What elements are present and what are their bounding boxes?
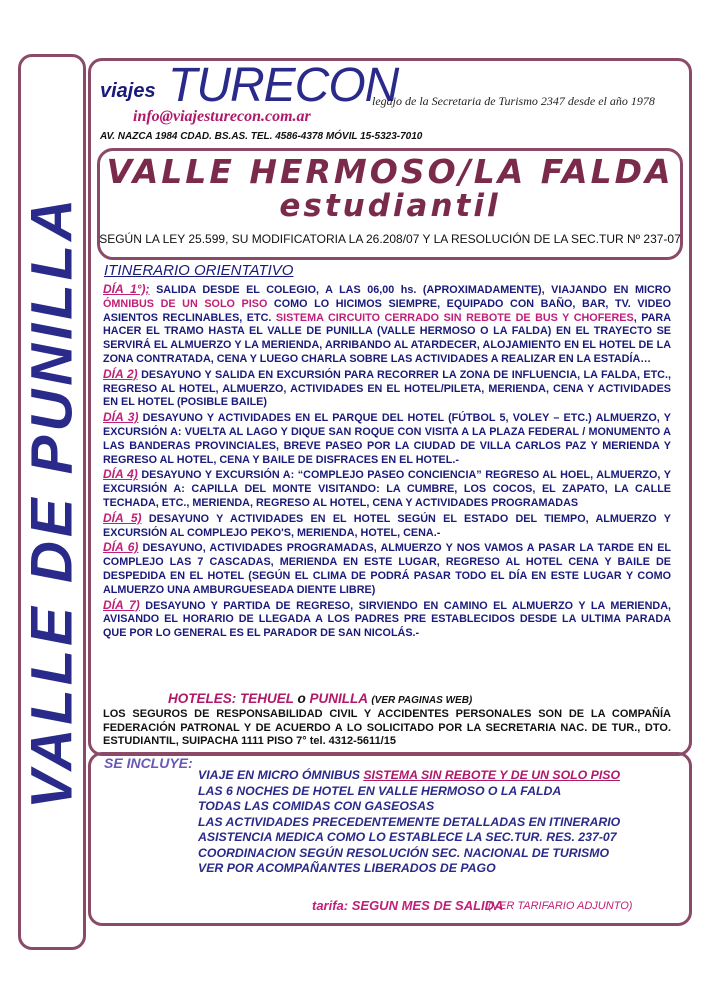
itinerary-day (103, 468, 671, 510)
day-text: SALIDA DESDE EL COLEGIO, A LAS 06,00 hs. (APROXIMADAMENTE), VIAJANDO EN MICRO (149, 284, 671, 296)
page-title: VALLE HERMOSO/LA FALDA (106, 152, 674, 191)
itinerary-day (103, 599, 671, 641)
itinerary-day (103, 512, 671, 541)
day-text-highlight: ÓMNIBUS DE UN SOLO PISO (103, 297, 268, 310)
hotels-line (168, 691, 472, 706)
sidebar-title: VALLE DE PUNILLA (19, 195, 85, 809)
hotels-connector: o (297, 691, 306, 706)
list-item (198, 768, 678, 784)
hotels-second: PUNILLA (309, 691, 368, 706)
list-item: VER POR ACOMPAÑANTES LIBERADOS DE PAGO (198, 861, 496, 875)
day-label: DÍA 3) (103, 410, 139, 425)
day-label: DÍA 5) (103, 510, 142, 525)
day-label: DÍA 6) (103, 540, 139, 555)
day-text: DESAYUNO, ACTIVIDADES PROGRAMADAS, ALMUERZO Y NOS VAMOS A PASAR LA TARDE EN EL COMPLEJO LAS 7 CASCADAS, MERIENDA EN ESTE LUGAR, REGRESO AL HOTEL CENA Y BAILE DE DESPEDIDA EN EL HOTEL (SEGÚN EL CLIMA DE PODRÁ PASAR TODO EL DÍA EN ESTE LUGAR Y COMO ALMUERZO UNA AMBURGUESEADA DIENTE LIBRE) (103, 542, 671, 596)
includes-list (198, 768, 678, 877)
list-item: COORDINACION SEGÚN RESOLUCIÓN SEC. NACIONAL DE TURISMO (198, 845, 610, 860)
hotels-web-note: (VER PAGINAS WEB) (371, 695, 473, 706)
itinerary-day (103, 541, 671, 597)
law-note: SEGÚN LA LEY 25.599, SU MODIFICATORIA LA 26.208/07 Y LA RESOLUCIÓN DE LA SEC.TUR Nº 237-07 (99, 232, 681, 246)
list-item: TODAS LAS COMIDAS CON GASEOSAS (198, 799, 435, 813)
brand-viajes: viajes (100, 80, 156, 102)
brand-legajo: legajo de la Secretaria de Turismo 2347 desde el año 1978 (372, 94, 655, 108)
list-item-highlight: SISTEMA SIN REBOTE Y DE UN SOLO PISO (363, 768, 621, 782)
day-text: DESAYUNO Y EXCURSIÓN A: “COMPLEJO PASEO CONCIENCIA” REGRESO AL HOEL, ALMUERZO, Y EXCURSIÓN A: CAPILLA DEL MONTE VISITANDO: LA CUMBRE, LOS COCOS, EL ZAPATO, LA CALLE TECHADA, ETC., MERIENDA, REGRESO AL HOTEL, CENA Y ACTIVIDADES PROGRAMADAS (103, 469, 671, 509)
day-text: , PARA HACER EL TRAMO HASTA EL VALLE DE PUNILLA (VALLE HERMOSO O LA FALDA) EN EL TRAYECTO SE SERVIRÁ EL ALMUERZO Y LA MERIENDA, ARRIBANDO AL ATARDECER, ALOJAMIENTO EN EL HOTEL DE LA ZONA CONTRATADA, CENA Y LUEGO CHARLA SOBRE LAS ACTIVIDADES A REALIZAR EN LA ESTADÍA… (103, 311, 671, 365)
itinerary-day (103, 283, 671, 367)
insurance-note: LOS SEGUROS DE RESPONSABILIDAD CIVIL Y ACCIDENTES PERSONALES SON DE LA COMPAÑÍA FEDERACIÓN PATRONAL Y DE ACUERDO A LO SOLICITADO POR LA SECRETARIA NAC. DE TUR., DTO. ESTUDIANTIL, SUIPACHA 1111 PISO 7° tel. 4312-5611/15 (103, 708, 671, 748)
day-text: DESAYUNO Y SALIDA EN EXCURSIÓN PARA RECORRER LA ZONA DE INFLUENCIA, LA FALDA, ETC., REGRESO AL HOTEL, ALMUERZO, ACTIVIDADES EN EL HOTEL/PILETA, MERIENDA, CENA Y ACTIVIDADES EN EL HOTEL (POSIBLE BAILE) (103, 368, 671, 409)
tarifa-label: tarifa: SEGUN MES DE SALIDA (312, 898, 504, 913)
sidebar-box (18, 54, 86, 950)
list-item: LAS 6 NOCHES DE HOTEL EN VALLE HERMOSO O LA FALDA (198, 783, 562, 798)
day-text: COMO LO HICIMOS SIEMPRE, EQUIPADO CON BAÑO, BAR, TV. VIDEO ASIENTOS RECLINABLES, ETC. (103, 297, 671, 324)
day-label: DÍA 4) (103, 467, 138, 482)
list-item: LAS ACTIVIDADES PRECEDENTEMENTE DETALLADAS EN ITINERARIO (198, 814, 621, 829)
day-label: DÍA 1°); (103, 282, 150, 296)
includes-heading: SE INCLUYE: (104, 755, 193, 771)
day-text: DESAYUNO Y PARTIDA DE REGRESO, SIRVIENDO EN CAMINO EL ALMUERZO Y LA MERIENDA, AVISANDO EL HORARIO DE LLEGADA A LOS PADRES PRE ESTABLECIDOS DESDE LA ULTIMA PARADA QUE POR LO GENERAL ES EL PARADOR DE SAN NICOLÁS.- (103, 599, 671, 640)
itinerary-day (103, 411, 671, 467)
hotels-label: HOTELES: TEHUEL (168, 691, 294, 706)
day-label: DÍA 7) (103, 597, 140, 612)
day-label: DÍA 2) (103, 366, 138, 381)
list-item-text: VIAJE EN MICRO ÓMNIBUS (198, 768, 364, 782)
brand-logo-text: TURECON (168, 59, 399, 112)
itinerary-body (103, 282, 671, 641)
page-subtitle: estudiantil (279, 188, 501, 224)
itinerary-day (103, 368, 671, 410)
tarifa-note: (VER TARIFARIO ADJUNTO) (488, 900, 633, 912)
day-text: DESAYUNO Y ACTIVIDADES EN EL PARQUE DEL HOTEL (FÚTBOL 5, VOLEY – ETC.) ALMUERZO, Y EXCURSIÓN A: VUELTA AL LAGO Y DIQUE SAN ROQUE CON VISITA A LA PLAZA FEDERAL / MONUMENTO A LAS BANDERAS PROVINCIALES, BREVE PASEO POR LA CIUDAD DE VILLA CARLOS PAZ Y MERIENDA Y REGRESO AL HOTEL, CENA Y BAILE DE DISFRACES EN EL HOTEL.- (103, 412, 671, 466)
brand-email: info@viajesturecon.com.ar (133, 108, 311, 125)
day-text: DESAYUNO Y ACTIVIDADES EN EL HOTEL SEGÚN EL ESTADO DEL TIEMPO, ALMUERZO Y EXCURSIÓN AL COMPLEJO PEKO'S, MERIENDA, HOTEL, CENA.- (103, 512, 671, 539)
brand-address: AV. NAZCA 1984 CDAD. BS.AS. TEL. 4586-4378 MÓVIL 15-5323-7010 (100, 131, 423, 142)
list-item: ASISTENCIA MEDICA COMO LO ESTABLECE LA SEC.TUR. RES. 237-07 (198, 830, 617, 844)
itinerary-heading: ITINERARIO ORIENTATIVO (104, 262, 294, 279)
day-text-highlight: SISTEMA CIRCUITO CERRADO SIN REBOTE DE BUS Y CHOFERES (275, 311, 634, 324)
